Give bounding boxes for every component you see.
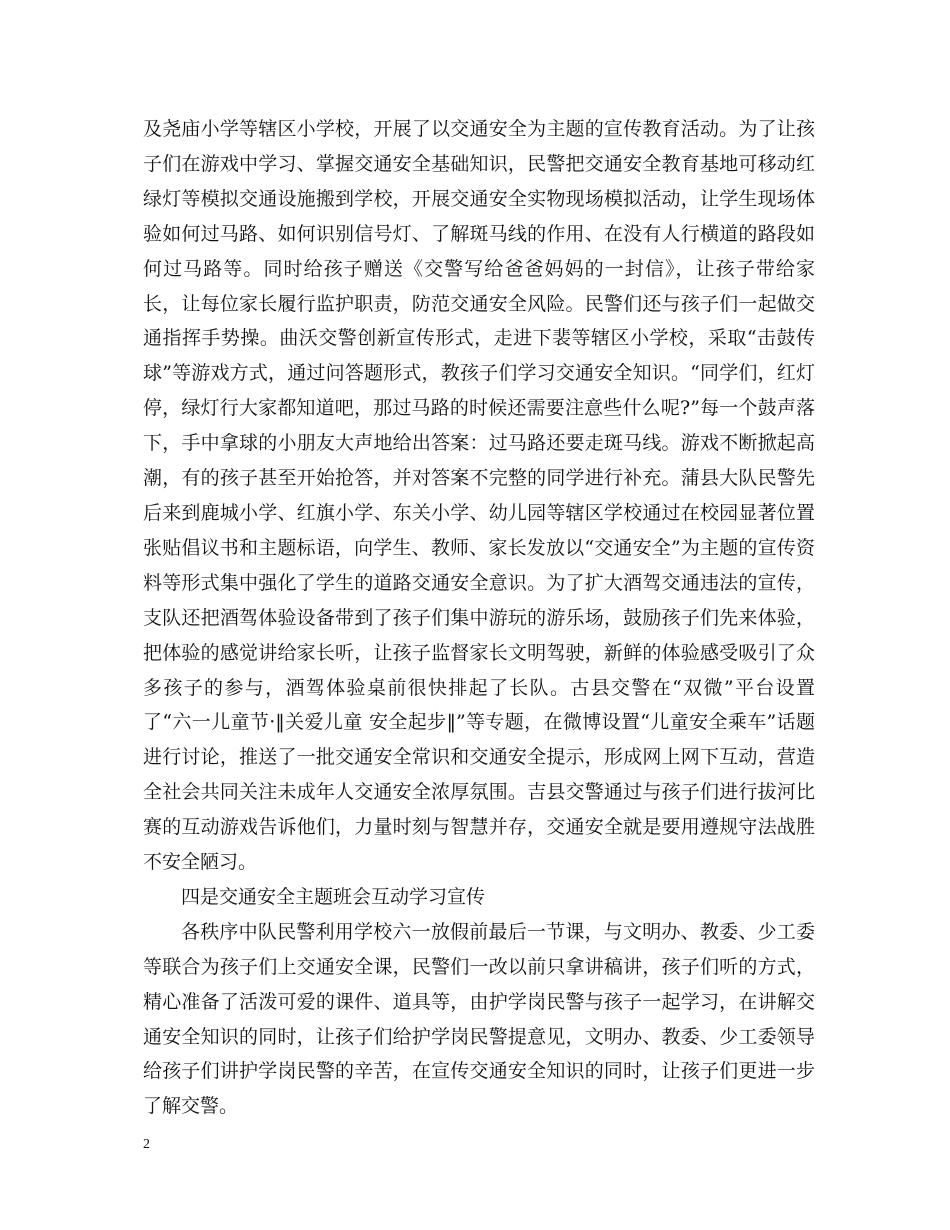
page-number: 2 <box>143 1137 150 1152</box>
paragraph: 各秩序中队民警利用学校六一放假前最后一节课，与文明办、教委、少工委等联合为孩子们上交通安全课，民警们一改以前只拿讲稿讲，孩子们听的方式，精心准备了活泼可爱的课件、道具等，由护学岗民警与孩子一起学习，在讲解交通安全知识的同时，让孩子们给护学岗民警提意见，文明办、教委、少工委领导给孩子们讲护学岗民警的辛苦，在宣传交通安全知识的同时，让孩子们更进一步了解交警。 <box>143 920 815 1118</box>
paragraph-continuation: 及尧庙小学等辖区小学校，开展了以交通安全为主题的宣传教育活动。为了让孩子们在游戏中学习、掌握交通安全基础知识，民警把交通安全教育基地可移动红绿灯等模拟交通设施搬到学校，开展交通安全实物现场模拟活动，让学生现场体验如何过马路、如何识别信号灯、了解斑马线的作用、在没有人行横道的路段如何过马路等。同时给孩子赠送《交警写给爸爸妈妈的一封信》，让孩子带给家长，让每位家长履行监护职责，防范交通安全风险。民警们还与孩子们一起做交通指挥手势操。曲沃交警创新宣传形式，走进下裴等辖区小学校，采取“击鼓传球”等游戏方式，通过问答题形式，教孩子们学习交通安全知识。“同学们，红灯停，绿灯行大家都知道吧，那过马路的时候还需要注意些什么呢?”每一个鼓声落下，手中拿球的小朋友大声地给出答案：过马路还要走斑马线。游戏不断掀起高潮，有的孩子甚至开始抢答，并对答案不完整的同学进行补充。蒲县大队民警先后来到鹿城小学、红旗小学、东关小学、幼儿园等辖区学校通过在校园显著位置张贴倡议书和主题标语，向学生、教师、家长发放以“交通安全”为主题的宣传资料等形式集中强化了学生的道路交通安全意识。为了扩大酒驾交通违法的宣传，支队还把酒驾体验设备带到了孩子们集中游玩的游乐场，鼓励孩子们先来体验，把体验的感觉讲给家长听，让孩子监督家长文明驾驶，新鲜的体验感受吸引了众多孩子的参与，酒驾体验桌前很快排起了长队。古县交警在“双微”平台设置了“六一儿童节·‖关爱儿童 安全起步‖”等专题，在微博设置“儿童安全乘车”话题进行讨论，推送了一批交通安全常识和交通安全提示，形成网上网下互动，营造全社会共同关注未成年人交通安全浓厚氛围。吉县交警通过与孩子们进行拔河比赛的互动游戏告诉他们，力量时刻与智慧并存，交通安全就是要用遵规守法战胜不安全陋习。 <box>143 118 815 874</box>
body-text <box>143 112 815 1124</box>
section-heading: 四是交通安全主题班会互动学习宣传 <box>181 885 486 908</box>
